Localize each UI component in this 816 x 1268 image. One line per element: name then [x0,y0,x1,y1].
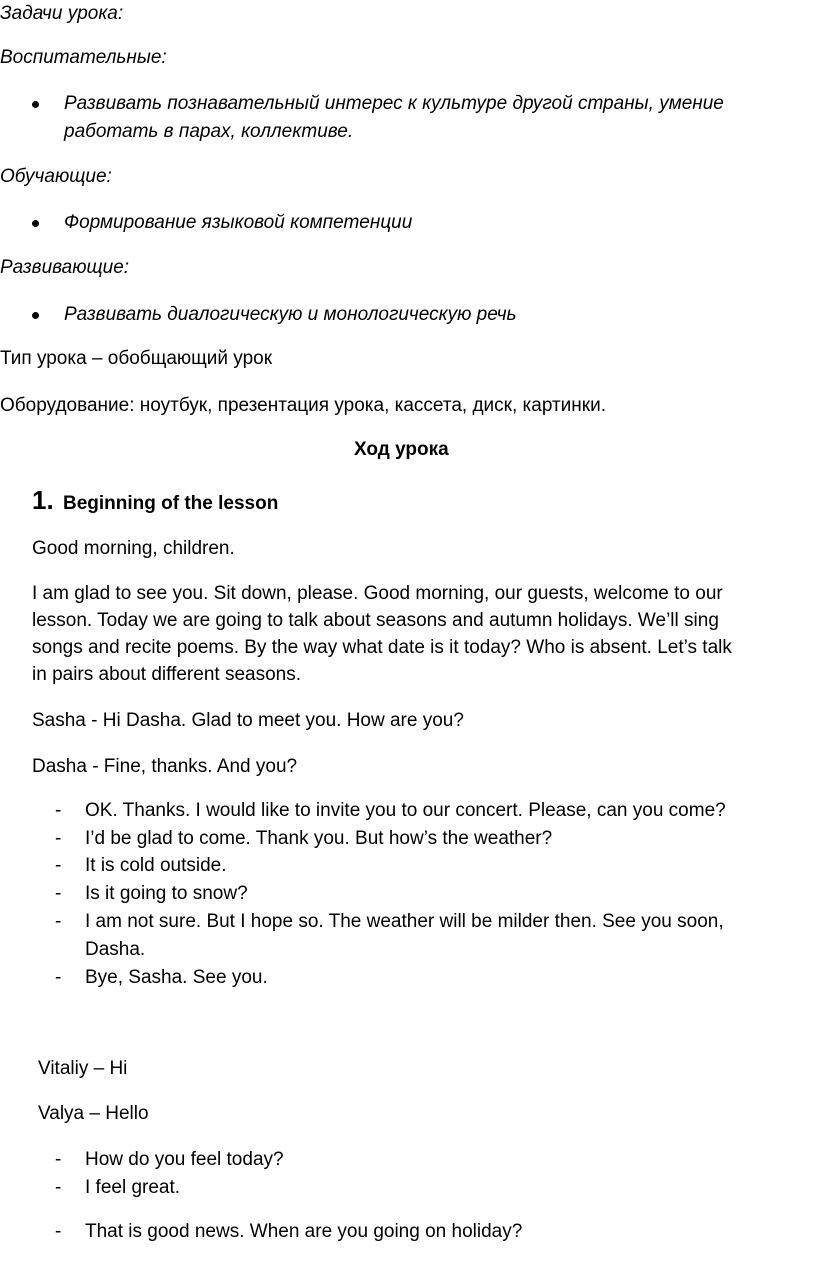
valya-line: Valya – Hello [38,1103,149,1124]
dash-marker: - [55,1149,62,1170]
teaching-label: Обучающие: [0,166,112,187]
educational-label: Воспитательные: [0,47,167,68]
dash-marker: - [55,883,62,904]
greeting-text: Good morning, children. [32,538,235,559]
dash-marker: - [55,911,62,932]
dialogue-line: Is it going to snow? [85,883,248,904]
dash-marker: - [55,855,62,876]
dialogue-line-continued: Dasha. [85,939,146,960]
section-number: 1. [32,485,54,515]
dash-marker: - [55,828,62,849]
lesson-type: Тип урока – обобщающий урок [0,348,273,369]
intro-line-4: in pairs about different seasons. [32,664,301,685]
bullet-icon [32,220,39,227]
dialogue-line: I feel great. [85,1177,181,1198]
teaching-item: Формирование языковой компетенции [64,212,413,233]
dash-marker: - [55,1177,62,1198]
equipment: Оборудование: ноутбук, презентация урока, кассета, диск, картинки. [0,395,606,416]
dialogue-line: How do you feel today? [85,1149,284,1170]
educational-item-line1: Развивать познавательный интерес к культуре другой страны, умение [64,93,724,114]
intro-line-2: lesson. Today we are going to talk about seasons and autumn holidays. We’ll sing [32,610,719,631]
objectives-title: Задачи урока: [0,3,124,24]
intro-line-1: I am glad to see you. Sit down, please. Good morning, our guests, welcome to our [32,583,723,604]
dialogue-line: It is cold outside. [85,855,227,876]
dasha-line: Dasha - Fine, thanks. And you? [32,756,298,777]
course-title: Ход урока [354,439,449,460]
sasha-line: Sasha - Hi Dasha. Glad to meet you. How are you? [32,710,464,731]
dialogue-line: I’d be glad to come. Thank you. But how’s the weather? [85,828,553,849]
vitaliy-line: Vitaliy – Hi [38,1058,128,1079]
developing-item: Развивать диалогическую и монологическую речь [64,304,517,325]
dialogue-line: That is good news. When are you going on holiday? [85,1221,523,1242]
dialogue-line: Bye, Sasha. See you. [85,967,268,988]
section-title: Beginning of the lesson [62,493,279,514]
dash-marker: - [55,967,62,988]
intro-line-3: songs and recite poems. By the way what date is it today? Who is absent. Let’s talk [32,637,732,658]
dash-marker: - [55,800,62,821]
educational-item-line2: работать в парах, коллективе. [64,121,354,142]
dialogue-line: OK. Thanks. I would like to invite you to our concert. Please, can you come? [85,800,726,821]
developing-label: Развивающие: [0,257,130,278]
bullet-icon [32,312,39,319]
section-heading [32,486,278,518]
dash-marker: - [55,1221,62,1242]
bullet-icon [32,101,39,108]
dialogue-line: I am not sure. But I hope so. The weather will be milder then. See you soon, [85,911,724,932]
